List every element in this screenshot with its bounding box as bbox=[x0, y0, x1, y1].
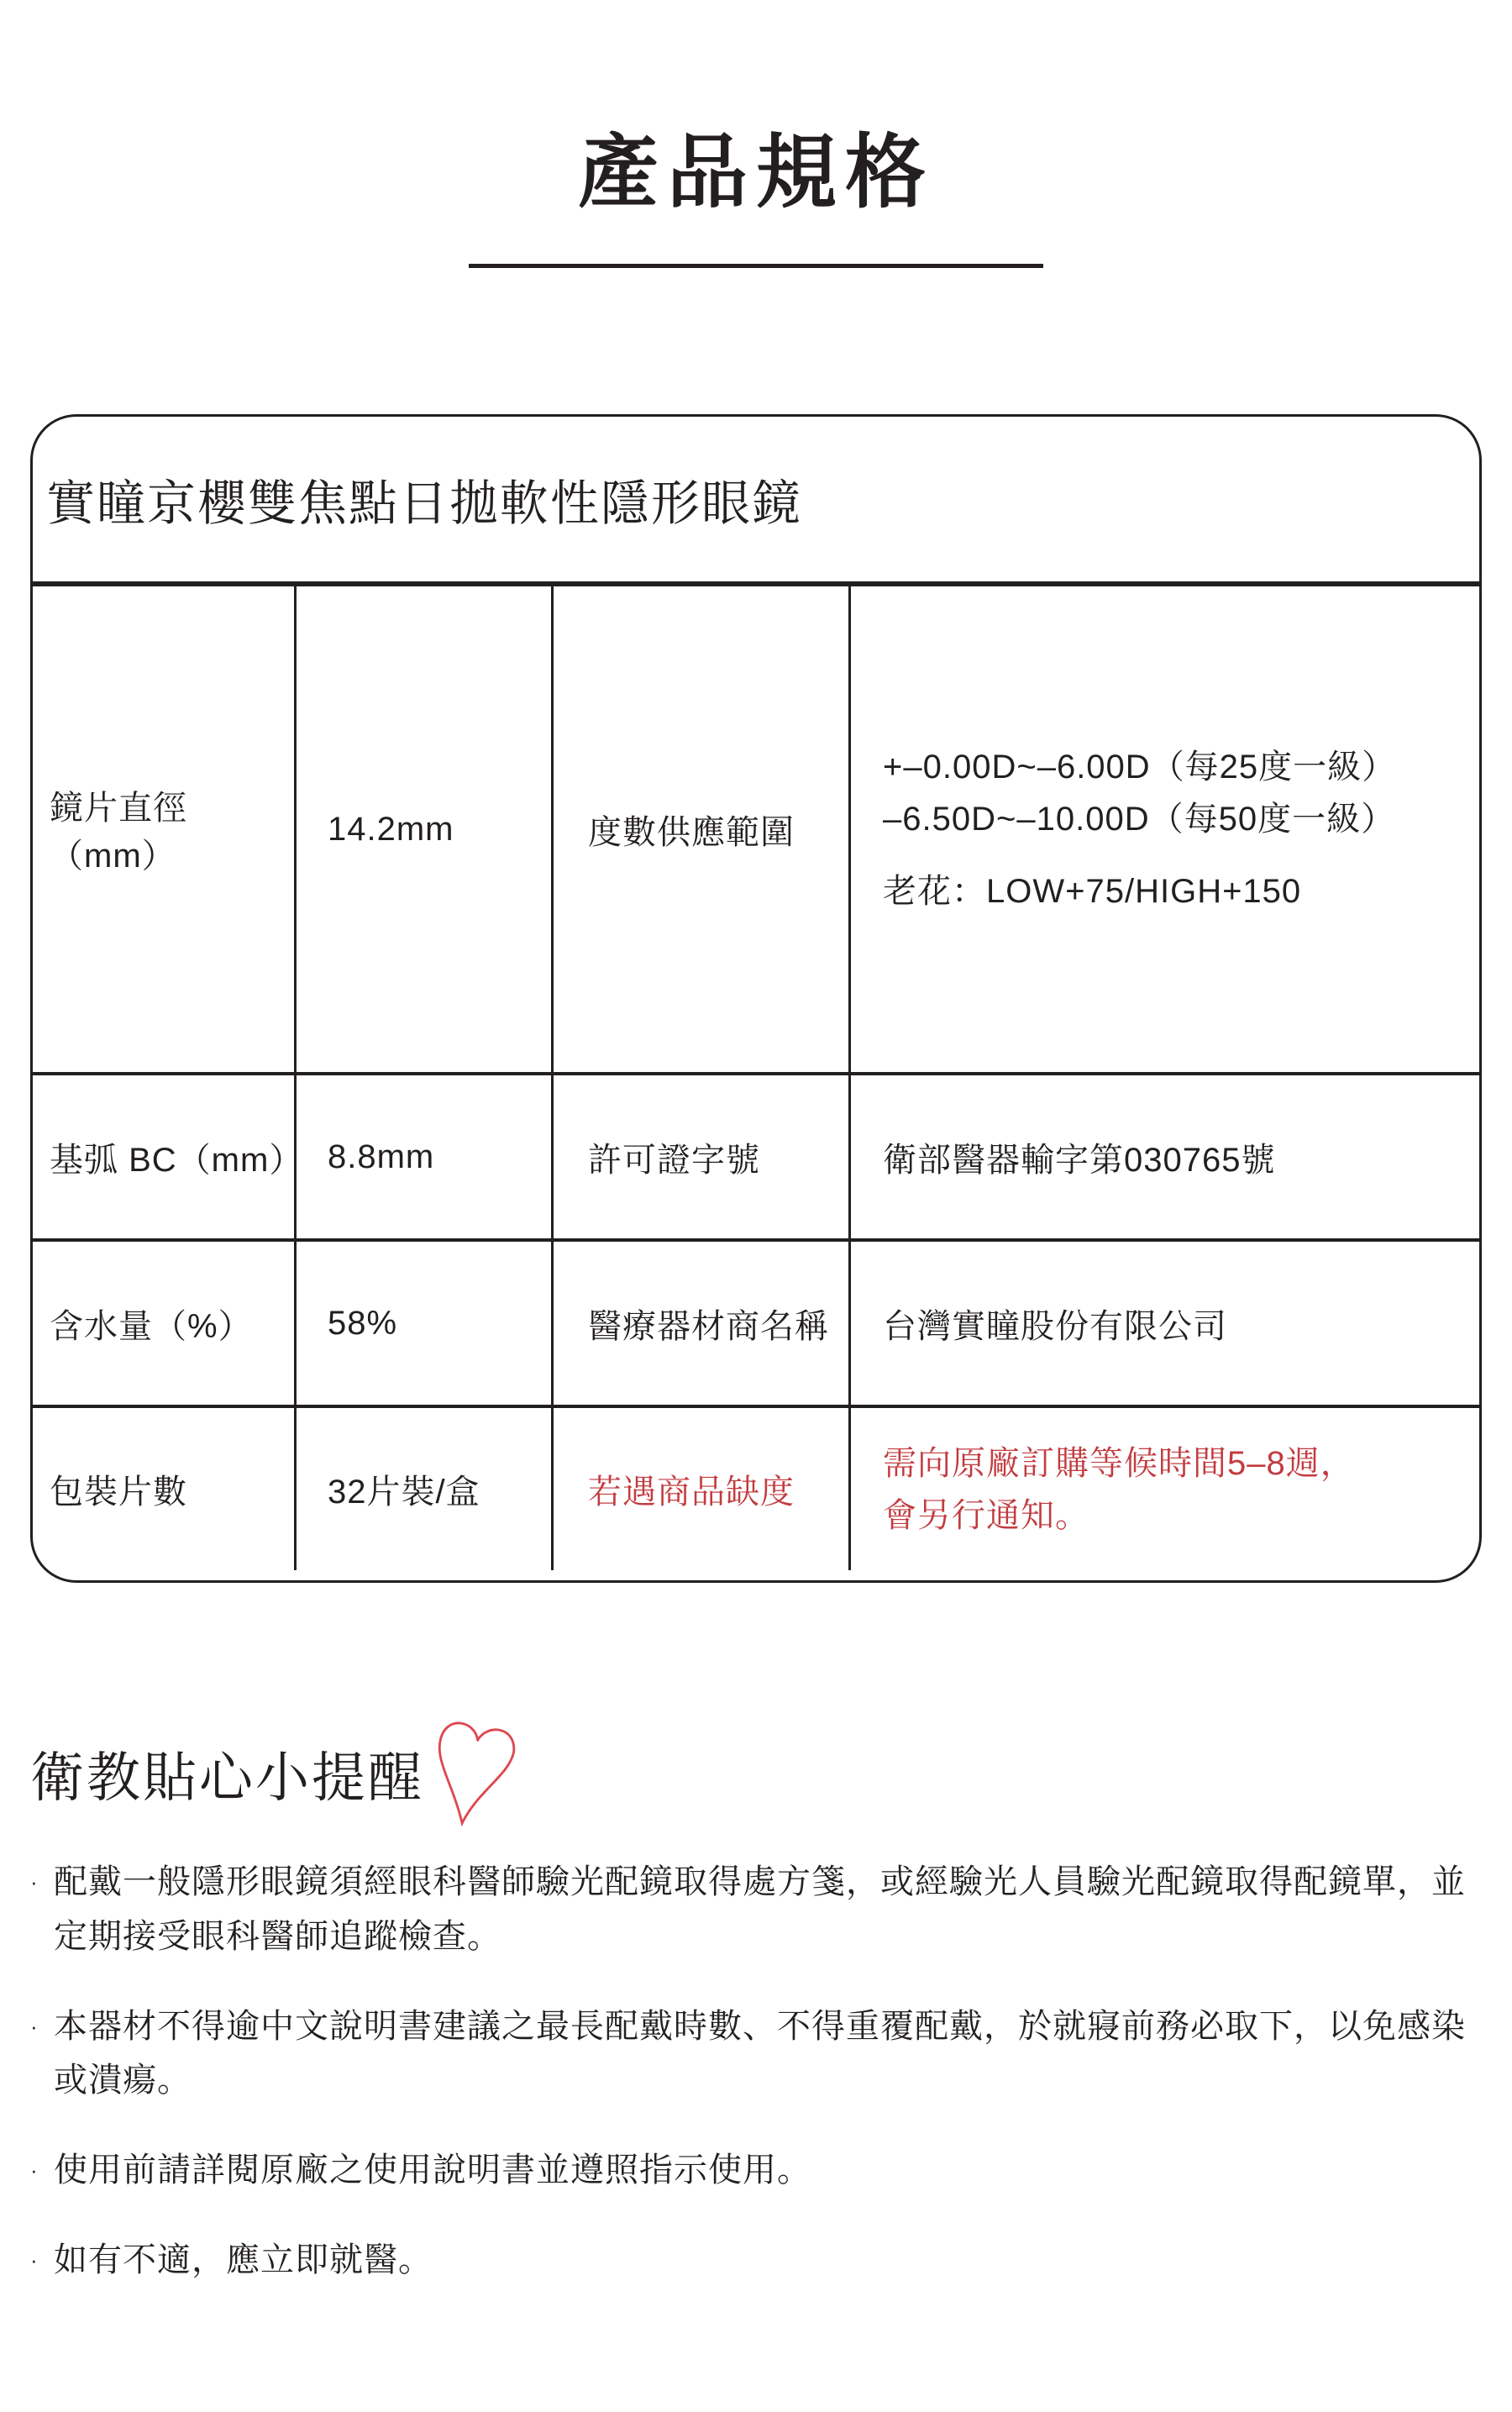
spec-value-base-curve: 8.8mm bbox=[297, 1075, 554, 1242]
spec-value-lens-diameter: 14.2mm bbox=[297, 586, 554, 1075]
title-underline bbox=[469, 264, 1043, 268]
spec-table bbox=[33, 586, 1479, 1570]
product-name: 實瞳京櫻雙焦點日拋軟性隱形眼鏡 bbox=[33, 417, 1479, 586]
spec-label-water-content: 含水量（%） bbox=[33, 1242, 297, 1408]
tip-text: 使用前請詳閱原廠之使用說明書並遵照指示使用。 bbox=[54, 2152, 811, 2189]
tip-text: 配戴一般隱形眼鏡須經眼科醫師驗光配鏡取得處方箋，或經驗光人員驗光配鏡取得配鏡單，並定期接受眼科醫師追蹤檢查。 bbox=[54, 1863, 1466, 1955]
power-range-line-1: +–0.00D~–6.00D（每25度一級） bbox=[883, 749, 1397, 786]
page-title: 產品規格 bbox=[578, 128, 934, 218]
spec-card bbox=[30, 414, 1482, 1583]
spec-value-power-range bbox=[851, 586, 1479, 1075]
tips-section bbox=[30, 1747, 1482, 2288]
list-item bbox=[30, 2143, 1482, 2198]
spec-label-out-of-stock: 若遇商品缺度 bbox=[554, 1408, 851, 1570]
spec-label-power-range: 度數供應範圍 bbox=[554, 586, 851, 1075]
bullet-icon: · bbox=[30, 2157, 39, 2183]
tips-heading: 衛教貼心小提醒 bbox=[30, 1747, 424, 1808]
tips-list bbox=[30, 1855, 1482, 2288]
spec-label-vendor-name: 醫療器材商名稱 bbox=[554, 1242, 851, 1408]
out-of-stock-line-1: 需向原廠訂購等候時間5–8週， bbox=[883, 1444, 1355, 1482]
out-of-stock-line-2: 會另行通知。 bbox=[883, 1496, 1089, 1534]
spec-value-water-content: 58% bbox=[297, 1242, 554, 1408]
spec-label-base-curve: 基弧 BC（mm） bbox=[33, 1075, 297, 1242]
heart-icon bbox=[417, 1705, 528, 1839]
tip-text: 如有不適，應立即就醫。 bbox=[54, 2241, 433, 2279]
list-item bbox=[30, 1855, 1482, 1964]
spec-label-lens-diameter: 鏡片直徑（mm） bbox=[33, 586, 297, 1075]
list-item bbox=[30, 1999, 1482, 2109]
spec-value-license-number: 衛部醫器輸字第030765號 bbox=[851, 1075, 1479, 1242]
bullet-icon: · bbox=[30, 1869, 39, 1894]
tip-text: 本器材不得逾中文說明書建議之最長配戴時數、不得重覆配戴，於就寢前務必取下，以免感染或潰瘍。 bbox=[54, 2007, 1466, 2099]
spec-value-vendor-name: 台灣實瞳股份有限公司 bbox=[851, 1242, 1479, 1408]
tips-heading-row bbox=[30, 1747, 424, 1808]
bullet-icon: · bbox=[30, 2247, 39, 2273]
spec-value-pack-count: 32片裝/盒 bbox=[297, 1408, 554, 1570]
spec-label-license-number: 許可證字號 bbox=[554, 1075, 851, 1242]
spec-label-pack-count: 包裝片數 bbox=[33, 1408, 297, 1570]
list-item bbox=[30, 2233, 1482, 2288]
power-range-line-3: 老花：LOW+75/HIGH+150 bbox=[883, 873, 1302, 910]
spec-value-out-of-stock bbox=[851, 1408, 1479, 1570]
power-range-line-2: –6.50D~–10.00D（每50度一級） bbox=[883, 801, 1396, 838]
bullet-icon: · bbox=[30, 2013, 39, 2039]
